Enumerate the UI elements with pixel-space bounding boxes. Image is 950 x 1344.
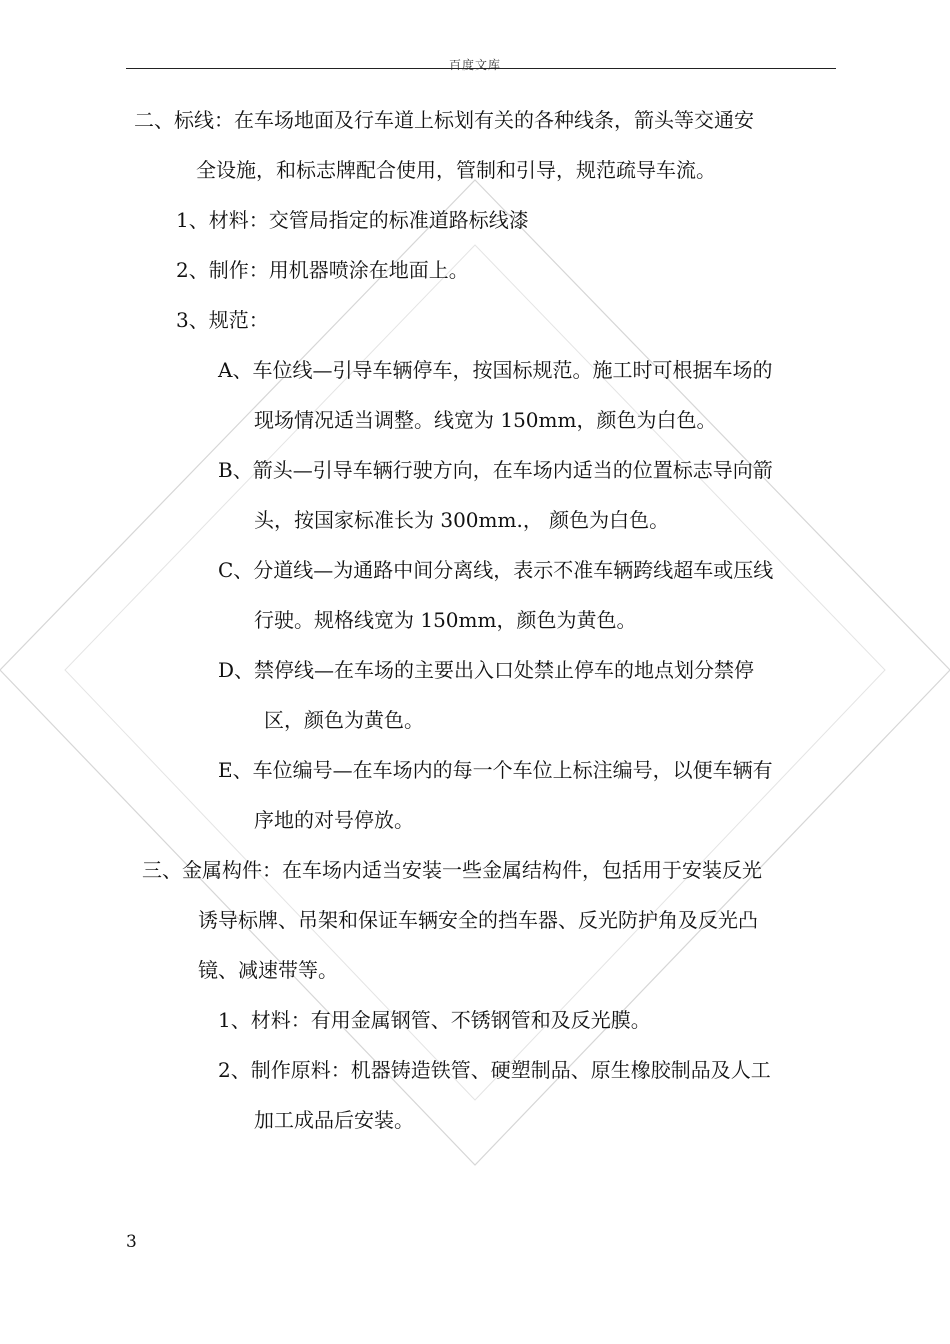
list-item-continuation: 区，颜色为黄色。 bbox=[264, 708, 424, 732]
list-item: E、车位编号—在车场内的每一个车位上标注编号，以便车辆有 bbox=[218, 758, 773, 782]
list-item-continuation: 加工成品后安装。 bbox=[254, 1108, 414, 1132]
paragraph-line: 镜、减速带等。 bbox=[198, 958, 338, 982]
list-item: 1、材料：交管局指定的标准道路标线漆 bbox=[176, 208, 529, 232]
header-title: 百度文库 bbox=[448, 58, 501, 72]
list-item: D、禁停线—在车场的主要出入口处禁止停车的地点划分禁停 bbox=[218, 658, 755, 682]
paragraph-line: 全设施，和标志牌配合使用，管制和引导，规范疏导车流。 bbox=[196, 158, 716, 182]
paragraph-line: 诱导标牌、吊架和保证车辆安全的挡车器、反光防护角及反光凸 bbox=[198, 908, 758, 932]
list-item: 3、规范： bbox=[176, 308, 269, 332]
list-item: 1、材料：有用金属钢管、不锈钢管和及反光膜。 bbox=[218, 1008, 651, 1032]
list-item: 2、制作原料：机器铸造铁管、硬塑制品、原生橡胶制品及人工 bbox=[218, 1058, 771, 1082]
paragraph-line: 二、标线：在车场地面及行车道上标划有关的各种线条，箭头等交通安 bbox=[134, 108, 754, 132]
list-item-continuation: 序地的对号停放。 bbox=[254, 808, 414, 832]
list-item: B、箭头—引导车辆行驶方向，在车场内适当的位置标志导向箭 bbox=[218, 458, 773, 482]
list-item-continuation: 行驶。规格线宽为 150mm，颜色为黄色。 bbox=[254, 608, 637, 632]
list-item: 2、制作：用机器喷涂在地面上。 bbox=[176, 258, 469, 282]
list-item: A、车位线—引导车辆停车，按国标规范。施工时可根据车场的 bbox=[218, 358, 773, 382]
list-item: C、分道线—为通路中间分离线，表示不准车辆跨线超车或压线 bbox=[218, 558, 774, 582]
paragraph-line: 三、金属构件：在车场内适当安装一些金属结构件，包括用于安装反光 bbox=[142, 858, 762, 882]
header-divider bbox=[126, 68, 836, 69]
list-item-continuation: 头，按国家标准长为 300mm.， 颜色为白色。 bbox=[254, 508, 670, 532]
page-number: 3 bbox=[126, 1232, 137, 1252]
list-item-continuation: 现场情况适当调整。线宽为 150mm，颜色为白色。 bbox=[254, 408, 717, 432]
